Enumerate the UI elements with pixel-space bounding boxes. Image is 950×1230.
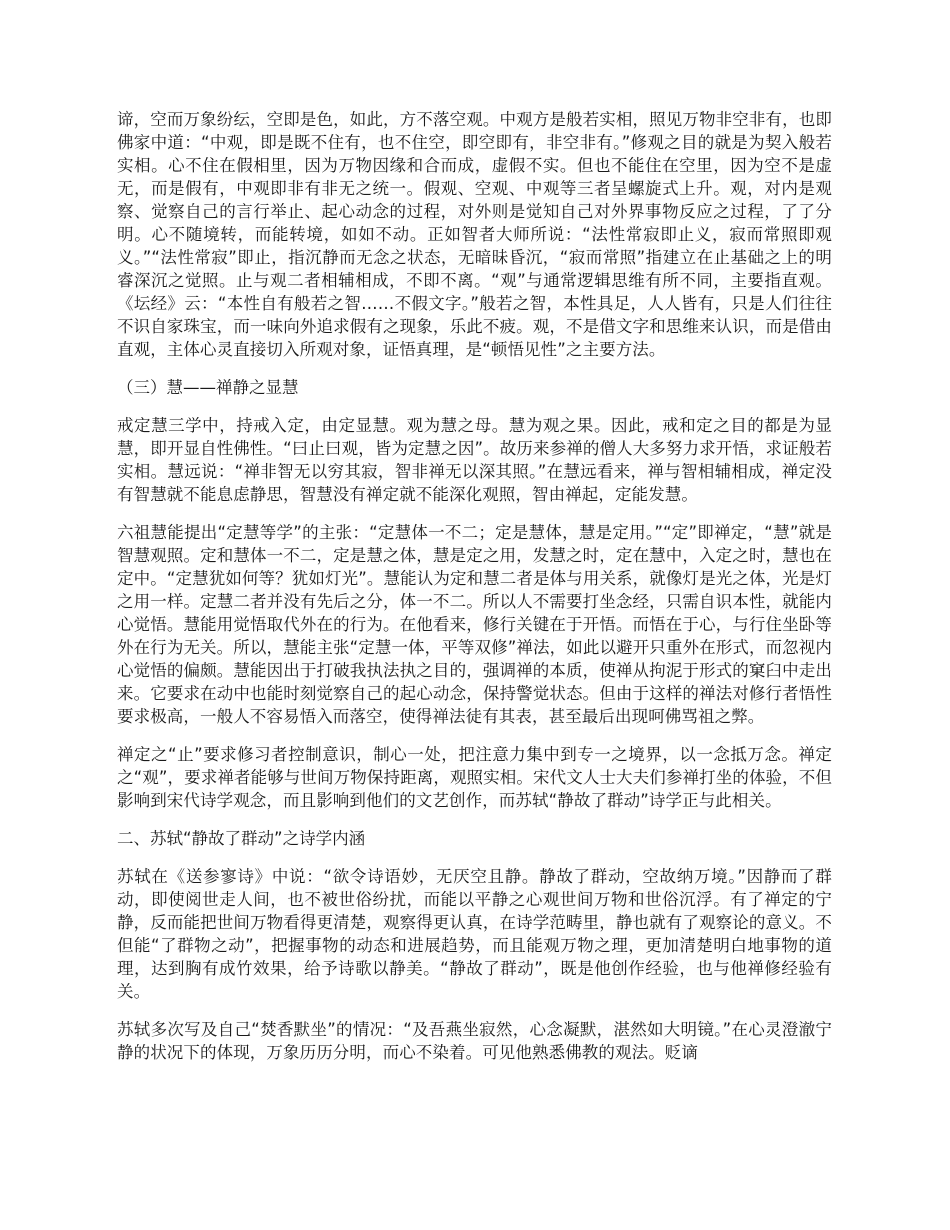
section-heading-hui: （三）慧——禅静之显慧 (117, 378, 299, 397)
paragraph-chanding-zhi: 禅定之“止”要求修习者控制意识，制心一处，把注意力集中到专一之境界，以一念抵万念。禅定之“观”，要求禅者能够与世间万物保持距离，观照实相。宋代文人士大夫们参禅打坐的体验，不但影响到宋代诗学观念，而且影响到他们的文艺创作，而苏轼“静故了群动”诗学正与此相关。 (117, 745, 832, 810)
paragraph-huineng: 六祖慧能提出“定慧等学”的主张：“定慧体一不二；定是慧体，慧是定用。”“定”即禅定，“慧”就是智慧观照。定和慧体一不二，定是慧之体，慧是定之用，发慧之时，定在慧中，入定之时，慧也在定中。“定慧犹如何等？犹如灯光”。慧能认为定和慧二者是体与用关系，就像灯是光之体，光是灯之用一样。定慧二者并没有先后之分，体一不二。所以人不需要打坐念经，只需自识本性，就能内心觉悟。慧能用觉悟取代外在的行为。在他看来，修行关键在于开悟。而悟在于心，与行住坐卧等外在行为无关。所以，慧能主张“定慧一体，平等双修”禅法，如此以避开只重外在形式，而忽视内心觉悟的偏颇。慧能因出于打破我执法执之目的，强调禅的本质，使禅从拘泥于形式的窠臼中走出来。它要求在动中也能时刻觉察自己的起心动念，保持警觉状态。但由于这样的禅法对修行者悟性要求极高，一般人不容易悟入而落空，使得禅法徒有其表，甚至最后出现呵佛骂祖之弊。 (117, 523, 832, 726)
paragraph-fenxiang-mozuo: 苏轼多次写及自己“焚香默坐”的情况：“及吾燕坐寂然，心念凝默，湛然如大明镜。”在心灵澄澈宁静的状况下的体现，万象历历分明，而心不染着。可见他熟悉佛教的观法。贬谪 (117, 1020, 832, 1062)
section-heading-sushi: 二、苏轼“静故了群动”之诗学内涵 (117, 829, 366, 848)
paragraph-jie-ding-hui: 戒定慧三学中，持戒入定，由定显慧。观为慧之母。慧为观之果。因此，戒和定之目的都是为显慧，即开显自性佛性。“曰止曰观，皆为定慧之因”。故历来参禅的僧人大多努力求开悟，求证般若实相。慧远说：“禅非智无以穷其寂，智非禅无以深其照。”在慧远看来，禅与智相辅相成，禅定没有智慧就不能息虑静思，智慧没有禅定就不能深化观照，智由禅起，定能发慧。 (117, 416, 832, 504)
paragraph-canliao-poem: 苏轼在《送参寥诗》中说：“欲令诗语妙，无厌空且静。静故了群动，空故纳万境。”因静而了群动，即使阅世走人间，也不被世俗纷扰，而能以平静之心观世间万物和世俗沉浮。有了禅定的宁静，反而能把世间万物看得更清楚，观察得更认真，在诗学范畴里，静也就有了观察论的意义。不但能“了群物之动”，把握事物的动态和进展趋势，而且能观万物之理，更加清楚明白地事物的道理，达到胸有成竹效果，给予诗歌以静美。“静故了群动”，既是他创作经验，也与他禅修经验有关。 (117, 867, 832, 1001)
paragraph-zhongguan: 谛，空而万象纷纭，空即是色，如此，方不落空观。中观方是般若实相，照见万物非空非有，也即佛家中道：“中观，即是既不住有，也不住空，即空即有，非空非有。”修观之目的就是为契入般若实相。心不住在假相里，因为万物因缘和合而成，虚假不实。但也不能住在空里，因为空不是虚无，而是假有，中观即非有非无之统一。假观、空观、中观等三者呈螺旋式上升。观，对内是观察、觉察自己的言行举止、起心动念的过程，对外则是觉知自己对外界事物反应之过程，了了分明。心不随境转，而能转境，如如不动。正如智者大师所说：“法性常寂即止义，寂而常照即观义。”“法性常寂”即止，指沉静而无念之状态，无暗昧昏沉，“寂而常照”指建立在止基础之上的明睿深沉之觉照。止与观二者相辅相成，不即不离。“观”与通常逻辑思维有所不同，主要指直观。《坛经》云：“本性自有般若之智……不假文字。”般若之智，本性具足，人人皆有，只是人们往往不识自家珠宝，而一味向外追求假有之现象，乐此不疲。观，不是借文字和思维来认识，而是借由直观，主体心灵直接切入所观对象，证悟真理，是“顿悟见性”之主要方法。 (117, 110, 832, 359)
